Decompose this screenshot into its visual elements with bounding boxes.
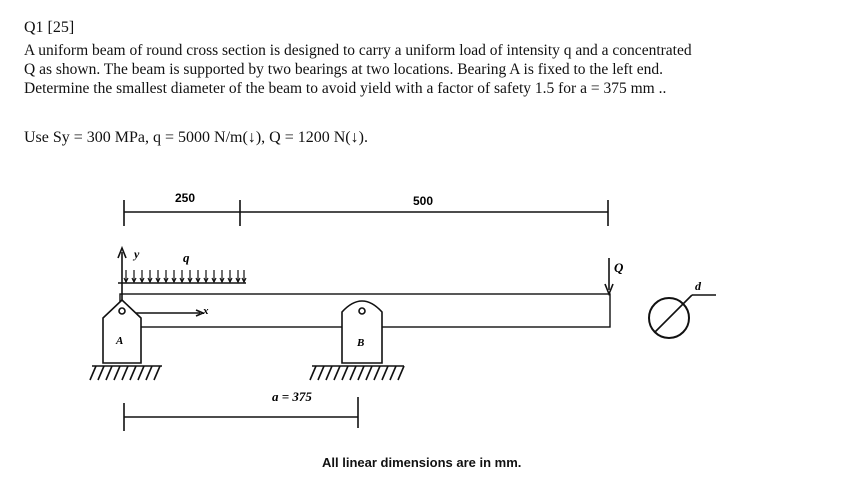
- distributed-load-arrows: [124, 270, 246, 282]
- q-label: q: [183, 250, 190, 265]
- bearing-b-pin: [359, 308, 365, 314]
- question-line-3: Determine the smallest diameter of the beam to avoid yield with a factor of safety 1.5 for a = 375 mm ..: [24, 80, 667, 97]
- question-heading: Q1 [25]: [24, 19, 75, 36]
- x-axis-label: x: [203, 305, 209, 317]
- bearing-a-pin: [119, 308, 125, 314]
- bearing-b-label: B: [357, 337, 365, 349]
- diameter-label: d: [695, 279, 701, 293]
- dimensions-note: All linear dimensions are in mm.: [322, 455, 522, 470]
- given-values: Use Sy = 300 MPa, q = 5000 N/m(↓), Q = 1200 N(↓).: [24, 129, 368, 146]
- question-line-1: A uniform beam of round cross section is designed to carry a uniform load of intensity q and a concentrated: [24, 42, 692, 59]
- a-dimension-label: a = 375: [272, 389, 312, 404]
- y-axis-label: y: [134, 247, 140, 261]
- question-line-2: Q as shown. The beam is supported by two bearings at two locations. Bearing A is fixed to the left end.: [24, 61, 663, 78]
- dim-label-500: 500: [413, 194, 434, 208]
- big-q-label: Q: [614, 260, 624, 275]
- bearing-a-label: A: [116, 335, 124, 347]
- dim-label-250: 250: [175, 191, 196, 205]
